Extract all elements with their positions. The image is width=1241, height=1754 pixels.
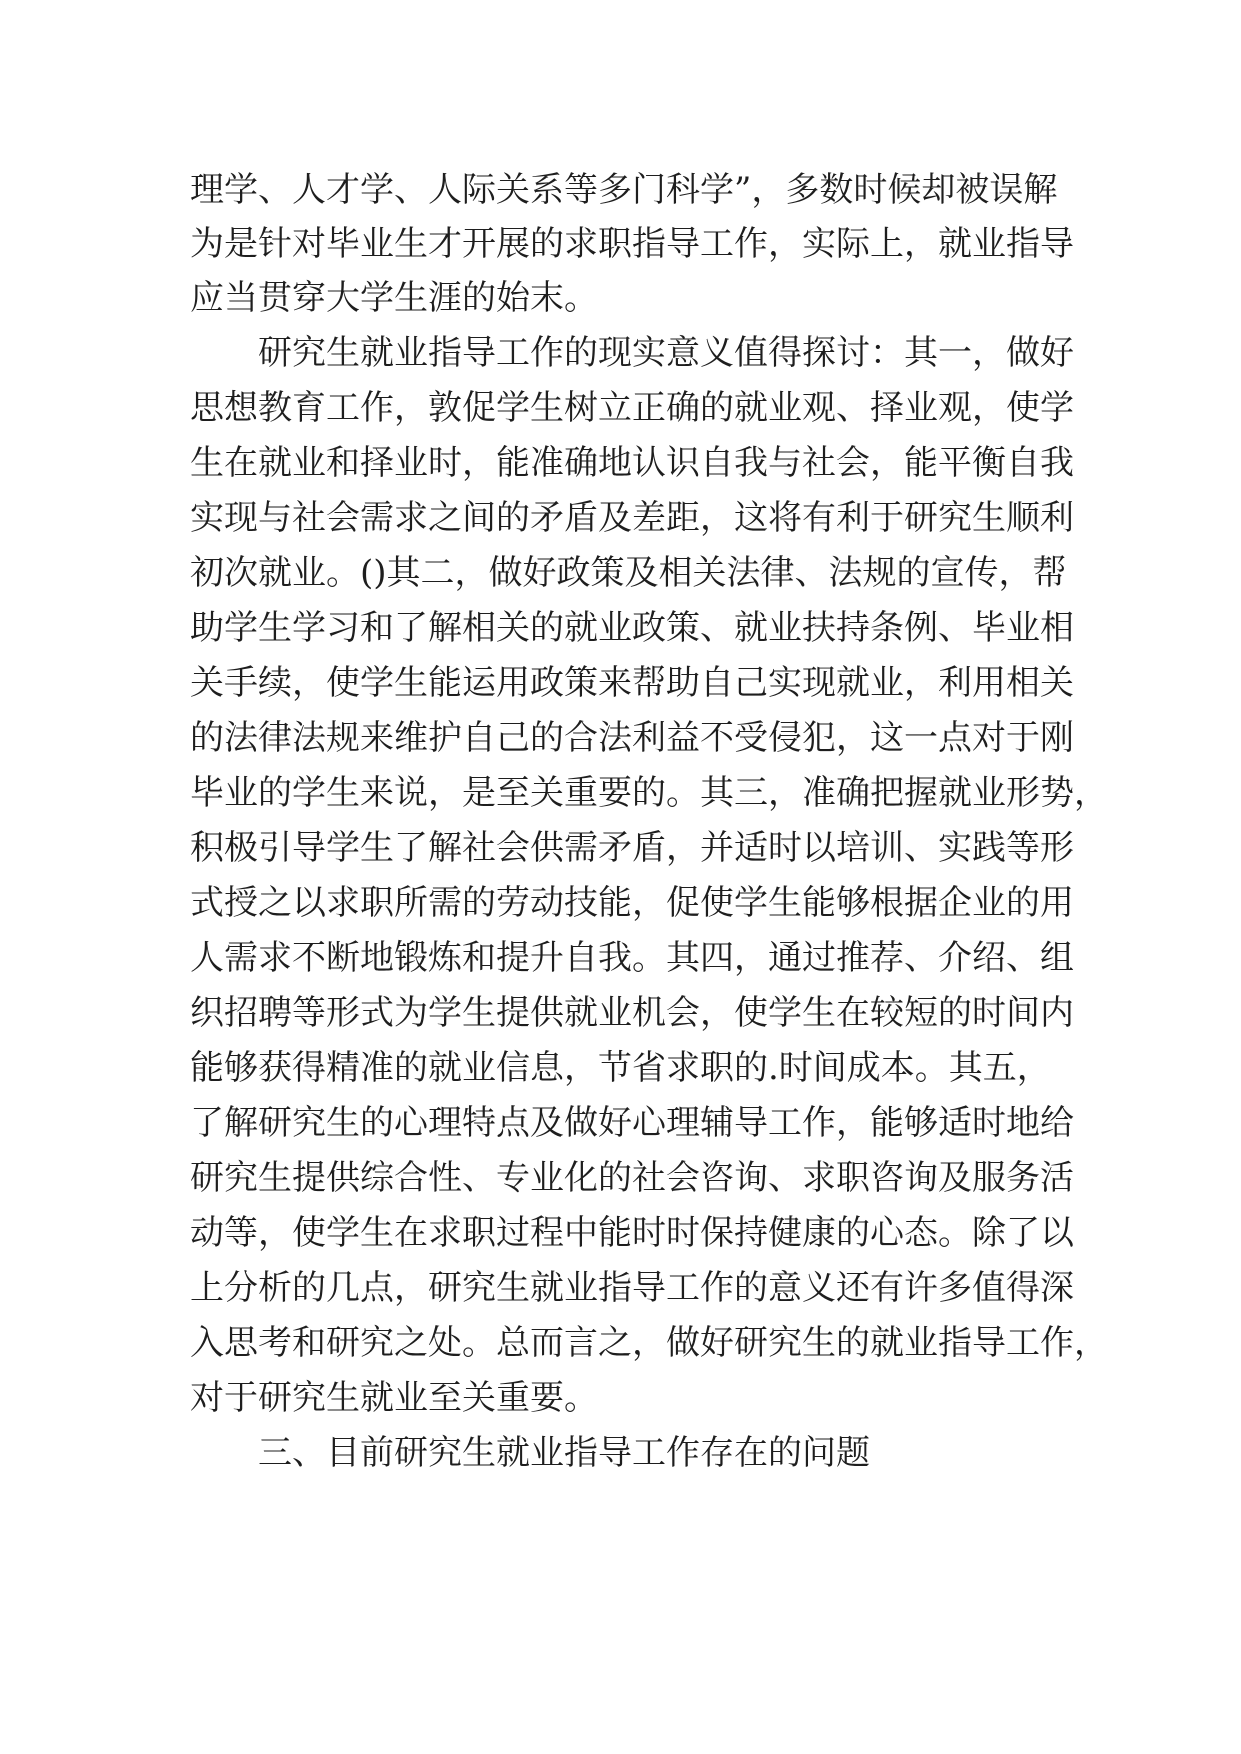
paragraph-1-line-3: 应当贯穿大学生涯的始末。 <box>190 278 598 318</box>
paragraph-2-line-12: 人需求不断地锻炼和提升自我。其四，通过推荐、介绍、组 <box>190 938 1074 978</box>
section-heading: 三、目前研究生就业指导工作存在的问题 <box>258 1433 870 1473</box>
paragraph-2-line-17: 动等，使学生在求职过程中能时时保持健康的心态。除了以 <box>190 1213 1074 1253</box>
paragraph-2-line-4: 实现与社会需求之间的矛盾及差距，这将有利于研究生顺利 <box>190 498 1074 538</box>
paragraph-2-line-7: 关手续，使学生能运用政策来帮助自己实现就业，利用相关 <box>190 663 1074 703</box>
paragraph-2-line-5: 初次就业。()其二，做好政策及相关法律、法规的宣传，帮 <box>190 553 1067 593</box>
paragraph-2-line-15: 了解研究生的心理特点及做好心理辅导工作，能够适时地给 <box>190 1103 1074 1143</box>
paragraph-2-line-13: 织招聘等形式为学生提供就业机会，使学生在较短的时间内 <box>190 993 1074 1033</box>
paragraph-1-line-1: 理学、人才学、人际关系等多门科学”，多数时候却被误解 <box>190 170 1058 210</box>
paragraph-2-line-2: 思想教育工作，敦促学生树立正确的就业观、择业观，使学 <box>190 388 1074 428</box>
paragraph-2-line-20: 对于研究生就业至关重要。 <box>190 1378 598 1418</box>
paragraph-2-line-9: 毕业的学生来说，是至关重要的。其三，准确把握就业形势， <box>190 773 1108 813</box>
paragraph-2-line-11: 式授之以求职所需的劳动技能，促使学生能够根据企业的用 <box>190 883 1074 923</box>
paragraph-2-line-6: 助学生学习和了解相关的就业政策、就业扶持条例、毕业相 <box>190 608 1074 648</box>
paragraph-2-line-16: 研究生提供综合性、专业化的社会咨询、求职咨询及服务活 <box>190 1158 1074 1198</box>
paragraph-2-line-14: 能够获得精准的就业信息，节省求职的.时间成本。其五， <box>190 1048 1051 1088</box>
paragraph-2-line-19: 入思考和研究之处。总而言之，做好研究生的就业指导工作， <box>190 1323 1108 1363</box>
paragraph-1-line-2: 为是针对毕业生才开展的求职指导工作，实际上，就业指导 <box>190 224 1074 264</box>
paragraph-2-line-18: 上分析的几点，研究生就业指导工作的意义还有许多值得深 <box>190 1268 1074 1308</box>
paragraph-2-line-3: 生在就业和择业时，能准确地认识自我与社会，能平衡自我 <box>190 443 1074 483</box>
paragraph-2-line-8: 的法律法规来维护自己的合法利益不受侵犯，这一点对于刚 <box>190 718 1074 758</box>
paragraph-2-line-10: 积极引导学生了解社会供需矛盾，并适时以培训、实践等形 <box>190 828 1074 868</box>
paragraph-2-line-1: 研究生就业指导工作的现实意义值得探讨：其一，做好 <box>258 333 1074 373</box>
